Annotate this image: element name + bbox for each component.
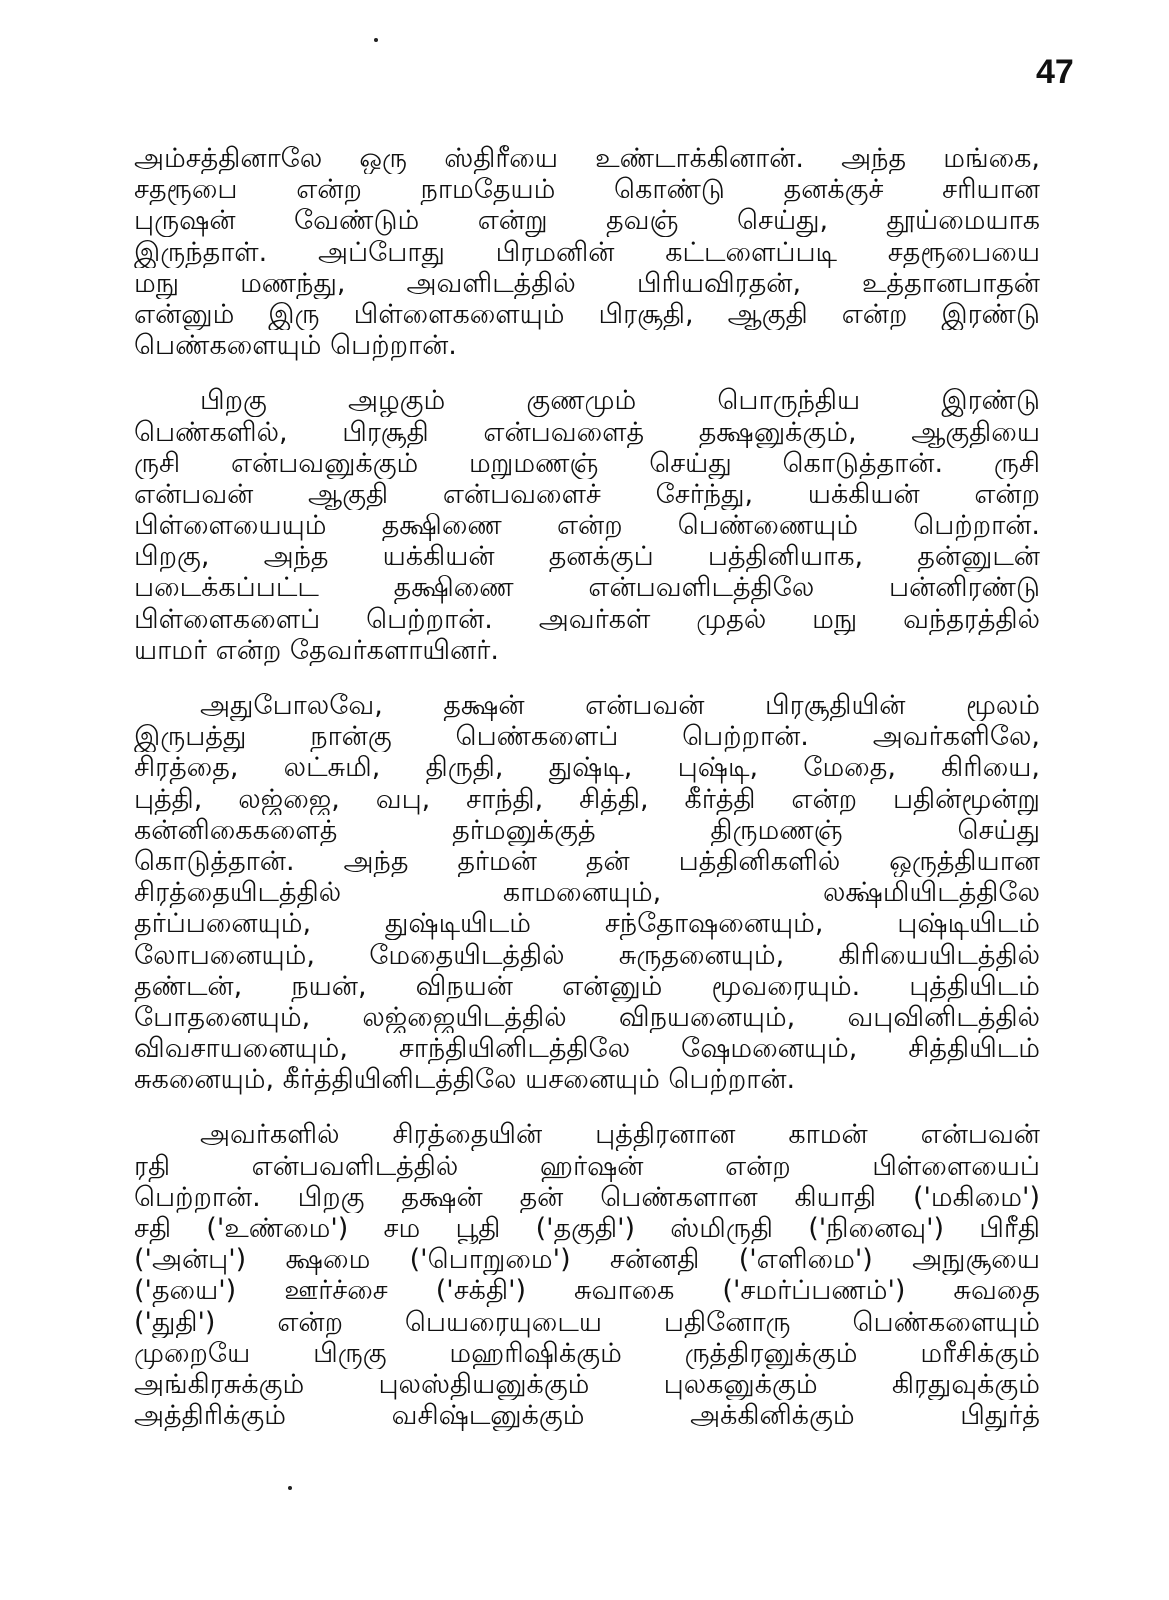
paragraph-1	[134, 143, 1040, 361]
text-line: அதுபோலவே, தக்ஷன் என்பவன் பிரசூதியின் மூலம்	[200, 690, 1040, 721]
text-line: அவர்களில் சிரத்தையின் புத்திரனான காமன் என்பவன்	[200, 1119, 1040, 1151]
text-line: பிள்ளையையும் தக்ஷிணை என்ற பெண்ணையும் பெற்றான்.	[134, 510, 1040, 542]
text-line: லோபனையும், மேதையிடத்தில் சுருதனையும், கிரியையிடத்தில்	[134, 939, 1040, 971]
text-line: சதரூபை என்ற நாமதேயம் கொண்டு தனக்குச் சரியான	[134, 174, 1040, 206]
paragraph-4	[134, 1119, 1040, 1431]
text-line: கொடுத்தான். அந்த தர்மன் தன் பத்தினிகளில் ஒருத்தியான	[134, 845, 1040, 877]
scan-speck	[288, 1486, 292, 1490]
paragraph-2	[134, 385, 1040, 666]
text-line: ('துதி') என்ற பெயரையுடைய பதினோரு பெண்களையும்	[134, 1306, 1040, 1338]
text-line: இருந்தாள். அப்போது பிரமனின் கட்டளைப்படி சதரூபையை	[134, 236, 1040, 268]
text-line: பெற்றான். பிறகு தக்ஷன் தன் பெண்களான கியாதி ('மகிமை')	[134, 1181, 1040, 1213]
text-line: போதனையும், லஜ்ஜையிடத்தில் விநயனையும், வபுவினிடத்தில்	[134, 1001, 1040, 1033]
text-line: புத்தி, லஜ்ஜை, வபு, சாந்தி, சித்தி, கீர்த்தி என்ற பதின்மூன்று	[134, 783, 1040, 815]
text-line: ரதி என்பவளிடத்தில் ஹர்ஷன் என்ற பிள்ளையைப்	[134, 1150, 1040, 1182]
scan-speck	[374, 38, 378, 42]
text-line: என்னும் இரு பிள்ளைகளையும் பிரசூதி, ஆகுதி என்ற இரண்டு	[134, 298, 1040, 330]
text-line: ருசி என்பவனுக்கும் மறுமணஞ் செய்து கொடுத்தான். ருசி	[134, 447, 1040, 479]
text-line: பிள்ளைகளைப் பெற்றான். அவர்கள் முதல் மநு வந்தரத்தில்	[134, 603, 1040, 635]
text-line: பிறகு அழகும் குணமும் பொருந்திய இரண்டு	[200, 385, 1040, 417]
text-line: சிரத்தையிடத்தில் காமனையும், லக்ஷ்மியிடத்திலே	[134, 877, 1040, 909]
text-line: அத்திரிக்கும் வசிஷ்டனுக்கும் அக்கினிக்கும் பிதுர்த்	[134, 1400, 1040, 1432]
text-line: படைக்கப்பட்ட தக்ஷிணை என்பவளிடத்திலே பன்னிரண்டு	[134, 572, 1040, 604]
text-line: சுகனையும், கீர்த்தியினிடத்திலே யசனையும் பெற்றான்.	[134, 1064, 796, 1096]
text-line: தர்ப்பனையும், துஷ்டியிடம் சந்தோஷனையும், புஷ்டியிடம்	[134, 908, 1040, 940]
body-text	[134, 143, 1040, 1455]
text-line: கன்னிகைகளைத் தர்மனுக்குத் திருமணஞ் செய்து	[134, 814, 1040, 846]
text-line: என்பவன் ஆகுதி என்பவளைச் சேர்ந்து, யக்கியன் என்ற	[134, 478, 1040, 510]
text-line: சதி ('உண்மை') சம பூதி ('தகுதி') ஸ்மிருதி ('நினைவு') பிரீதி	[134, 1213, 1040, 1244]
text-line: அங்கிரசுக்கும் புலஸ்தியனுக்கும் புலகனுக்கும் கிரதுவுக்கும்	[134, 1368, 1040, 1400]
paragraph-3	[134, 690, 1040, 1095]
text-line: ('அன்பு') க்ஷமை ('பொறுமை') சன்னதி ('எளிமை') அநுசூயை	[134, 1244, 1040, 1276]
text-line: ('தயை') ஊர்ச்சை ('சக்தி') சுவாகை ('சமர்ப்பணம்') சுவதை	[134, 1275, 1040, 1307]
text-line: மநு மணந்து, அவளிடத்தில் பிரியவிரதன், உத்தானபாதன்	[134, 267, 1040, 299]
text-line: அம்சத்தினாலே ஒரு ஸ்திரீயை உண்டாக்கினான். அந்த மங்கை,	[134, 143, 1040, 174]
text-line: முறையே பிருகு மஹரிஷிக்கும் ருத்திரனுக்கும் மரீசிக்கும்	[134, 1337, 1040, 1369]
text-line: இருபத்து நான்கு பெண்களைப் பெற்றான். அவர்களிலே,	[134, 721, 1040, 753]
text-line: தண்டன், நயன், விநயன் என்னும் மூவரையும். புத்தியிடம்	[134, 970, 1040, 1002]
text-line: பெண்களையும் பெற்றான்.	[134, 330, 457, 362]
text-line: புருஷன் வேண்டும் என்று தவஞ் செய்து, தூய்மையாக	[134, 205, 1040, 237]
page-number: 47	[1036, 53, 1074, 91]
text-line: சிரத்தை, லட்சுமி, திருதி, துஷ்டி, புஷ்டி, மேதை, கிரியை,	[134, 752, 1040, 784]
text-line: பெண்களில், பிரசூதி என்பவளைத் தக்ஷனுக்கும், ஆகுதியை	[134, 416, 1040, 448]
text-line: விவசாயனையும், சாந்தியினிடத்திலே ஷேமனையும், சித்தியிடம்	[134, 1033, 1040, 1065]
text-line: யாமர் என்ற தேவர்களாயினர்.	[134, 634, 499, 666]
text-line: பிறகு, அந்த யக்கியன் தனக்குப் பத்தினியாக, தன்னுடன்	[134, 541, 1040, 573]
